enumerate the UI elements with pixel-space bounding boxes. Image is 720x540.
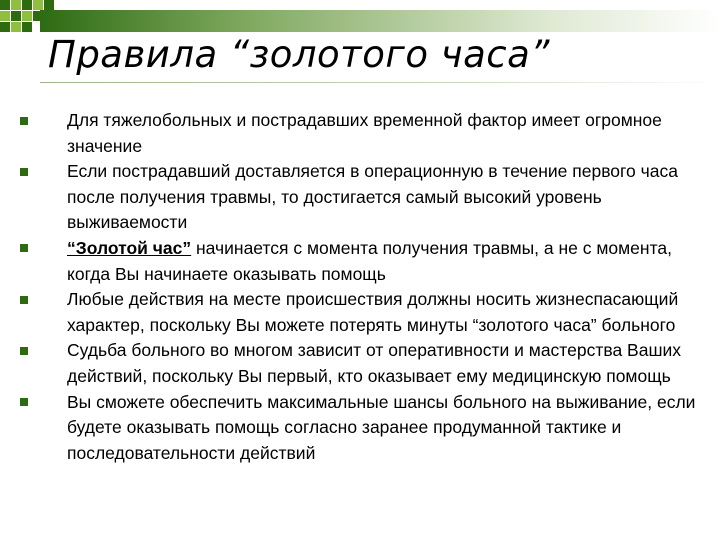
bullet-text: Если пострадавший доставляется в операционную в течение первого часа после получения травмы, то достигается самый высокий уровень выживаемости [67, 161, 678, 233]
square-bullet-icon [20, 168, 28, 176]
bullet-text: Судьба больного во многом зависит от оперативности и мастерства Ваших действий, поскольку Вы первый, кто оказывает ему медицинскую помощь [67, 340, 682, 386]
bullet-text: Любые действия на месте происшествия должны носить жизнеспасающий характер, поскольку Вы можете потерять минуты “золотого часа” больного [67, 289, 679, 335]
bullet-text: начинается с момента получения травмы, а не с момента, когда Вы начинаете оказывать помощь [67, 237, 672, 284]
square-bullet-icon [20, 347, 28, 355]
slide-title: Правила “золотого часа” [48, 33, 550, 76]
title-underline-divider [40, 82, 720, 83]
bullet-item [0, 108, 720, 159]
bullet-list [0, 108, 720, 466]
square-bullet-icon [20, 244, 28, 252]
bullet-text: Вы сможете обеспечить максимальные шансы больного на выживание, если будете оказывать помощь согласно заранее продуманной тактике и последовательности действий [67, 391, 696, 463]
square-bullet-icon [20, 117, 28, 125]
bullet-text: Для тяжелобольных и пострадавших временной фактор имеет огромное значение [67, 110, 662, 156]
square-bullet-icon [20, 296, 28, 304]
bullet-item [0, 287, 720, 338]
bullet-item [0, 159, 720, 236]
header-gradient-bar [40, 10, 720, 32]
bullet-item [0, 390, 720, 467]
bullet-item [0, 338, 720, 389]
bullet-item [0, 236, 720, 287]
golden-hour-emphasis: “Золотой час” [67, 237, 192, 258]
square-bullet-icon [20, 398, 28, 406]
